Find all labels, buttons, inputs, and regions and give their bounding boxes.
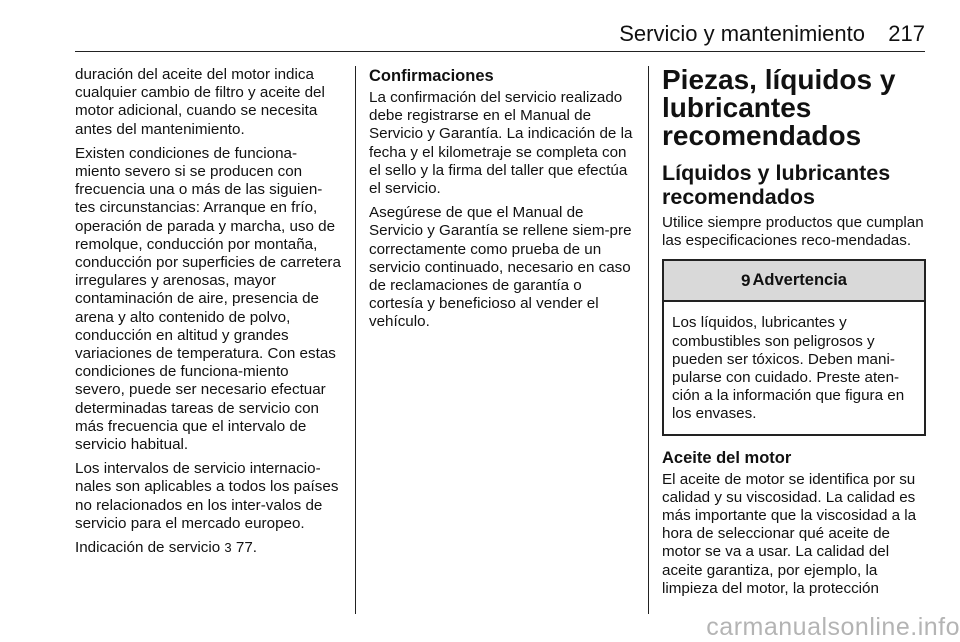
page-number: 217 — [888, 21, 925, 46]
heading-parts-fluids: Piezas, líquidos y lubricantes recomendados — [662, 64, 896, 151]
page-header — [75, 0, 925, 52]
paragraph-use-products: Utilice siempre productos que cumplan las especificaciones reco-mendadas. — [662, 214, 924, 250]
column-left — [75, 66, 341, 563]
service-indication-text: Indicación de servicio — [75, 539, 225, 557]
paragraph-severe-conditions: Existen condiciones de funciona-miento severo si se producen con frecuencia una o más de las siguien-tes circunstancias: Arranque en frío, operación de parada y marcha, uso de remolque, conducción por montaña, conducción por superficies de carretera irregulares y arenosas, mayor contaminación de aire, presencia de arena y alto contenido de polvo, conducción en altitud y grandes variaciones de temperatura. Con estas condiciones de funciona-miento severo, puede ser necesario efectuar determinadas tareas de servicio con más frecuencia que el intervalo de servicio habitual. — [75, 144, 341, 454]
page-reference-link[interactable]: 77. — [231, 539, 257, 557]
warning-header — [664, 261, 924, 302]
paragraph-manual-filled: Asegúrese de que el Manual de Servicio y Garantía se rellene siem-pre correctamente como prueba de un servicio continuado, necesario en caso de reclamaciones de garantía o cortesía y beneficioso al vender el vehículo. — [369, 204, 632, 331]
paragraph-oil-duration: duración del aceite del motor indica cualquier cambio de filtro y aceite del motor adicional, cuando se necesita antes del mantenimiento. — [75, 66, 325, 138]
section-title: Servicio y mantenimiento — [619, 21, 865, 46]
page-reference-arrow-icon: 3 — [224, 540, 232, 556]
paragraph-confirmation: La confirmación del servicio realizado debe registrarse en el Manual de Servicio y Garantía. La indicación de la fecha y el kilometraje se completa con el sello y la firma del taller que efectúa el servicio. — [369, 89, 633, 198]
watermark: carmanualsonline.info — [706, 613, 960, 641]
column-divider — [648, 66, 649, 614]
column-middle — [369, 66, 635, 338]
heading-confirmaciones: Confirmaciones — [369, 67, 494, 85]
column-divider — [355, 66, 356, 614]
heading-engine-oil: Aceite del motor — [662, 448, 792, 467]
paragraph-engine-oil: El aceite de motor se identifica por su calidad y su viscosidad. La calidad es más importante que la viscosidad a la hora de seleccionar qué aceite de motor se va a usar. La calidad del aceite garantiza, por ejemplo, la limpieza del motor, la protección — [662, 470, 917, 597]
column-right — [662, 66, 926, 604]
warning-icon: 9 — [741, 270, 751, 290]
warning-body: Los líquidos, lubricantes y combustibles son peligrosos y pueden ser tóxicos. Deben mani-pularse con cuidado. Preste aten-ción a la información que figura en los envases. — [672, 314, 905, 423]
paragraph-international-intervals: Los intervalos de servicio internacio-nales son aplicables a todos los países no relacionados en los inter-valos de servicio para el mercado europeo. — [75, 460, 339, 532]
warning-title: Advertencia — [752, 271, 847, 290]
warning-box — [662, 259, 926, 435]
heading-fluids-lubricants: Líquidos y lubricantes recomendados — [662, 161, 891, 209]
paragraph-service-indication — [75, 539, 341, 557]
